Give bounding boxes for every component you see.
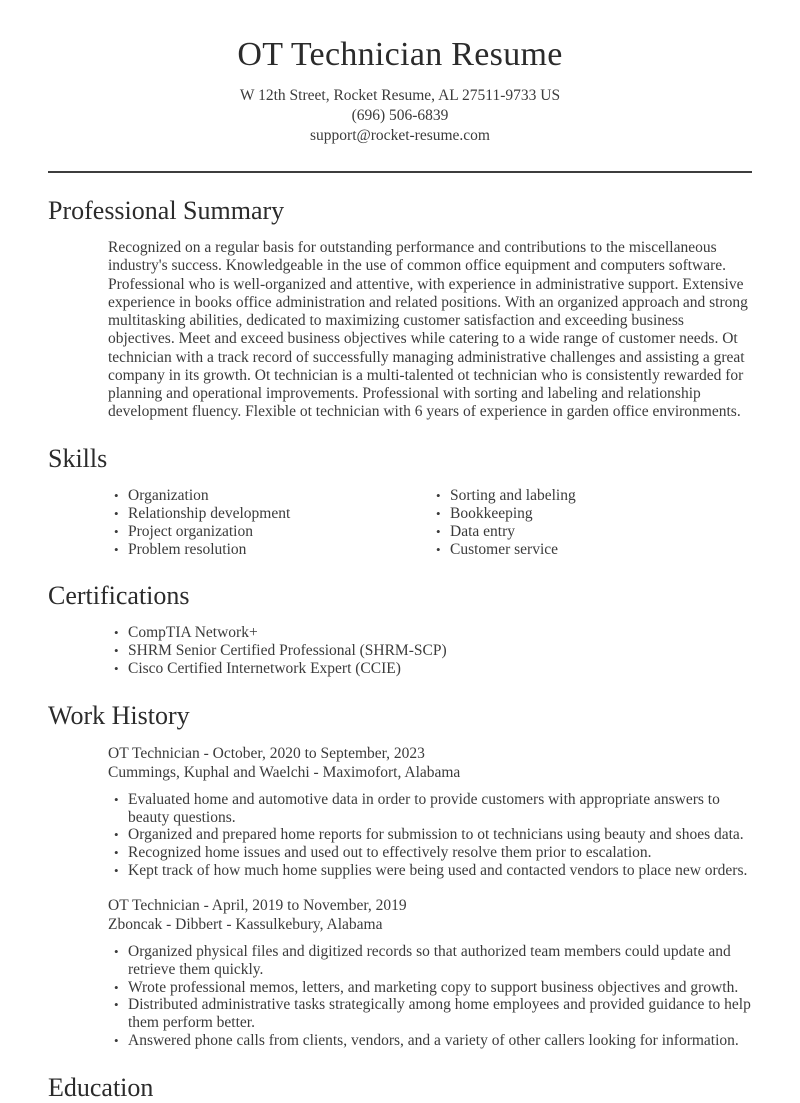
skill-item: • Relationship development — [108, 505, 430, 523]
summary-body — [108, 239, 752, 421]
job-company: Zboncak - Dibbert - Kassulkebury, Alabama — [108, 916, 383, 934]
certification-item: • Cisco Certified Internetwork Expert (CCIE) — [108, 660, 752, 678]
skill-item: • Organization — [108, 487, 430, 505]
heading-skills: Skills — [48, 444, 108, 474]
job-entry — [108, 896, 752, 1050]
job-bullet: • Distributed administrative tasks strategically among home employees and provided guidance to help them perform better. — [108, 996, 752, 1032]
contact-block — [48, 86, 752, 146]
job-bullet-list — [108, 791, 752, 880]
contact-phone: (696) 506-6839 — [351, 107, 449, 125]
certifications-body — [108, 624, 752, 677]
resume-header — [48, 36, 752, 146]
heading-work-history: Work History — [48, 700, 190, 730]
heading-education: Education — [48, 1072, 154, 1102]
work-history-body — [108, 744, 752, 1050]
certifications-list — [108, 624, 752, 677]
page-title: OT Technician Resume — [237, 36, 563, 73]
job-header — [108, 744, 752, 783]
job-bullet: • Wrote professional memos, letters, and marketing copy to support business objectives and growth. — [108, 979, 752, 997]
heading-professional-summary: Professional Summary — [48, 196, 285, 226]
section-professional-summary — [48, 196, 752, 421]
certification-item: • SHRM Senior Certified Professional (SHRM-SCP) — [108, 642, 752, 660]
skills-list-left — [108, 487, 430, 558]
job-entry — [108, 744, 752, 880]
certification-item: • CompTIA Network+ — [108, 624, 752, 642]
job-header — [108, 896, 752, 935]
job-bullet: • Answered phone calls from clients, vendors, and a variety of other callers looking for information. — [108, 1032, 752, 1050]
skill-item: • Problem resolution — [108, 541, 430, 559]
contact-address: W 12th Street, Rocket Resume, AL 27511-9733 US — [239, 87, 561, 105]
section-skills — [48, 444, 752, 558]
skill-item: • Data entry — [430, 523, 752, 541]
section-certifications — [48, 581, 752, 677]
job-bullet: • Organized and prepared home reports for submission to ot technicians using beauty and shoes data. — [108, 826, 752, 844]
skill-item: • Customer service — [430, 541, 752, 559]
job-bullet: • Evaluated home and automotive data in order to provide customers with appropriate answers to beauty questions. — [108, 791, 752, 827]
skills-list-right — [430, 487, 752, 558]
skill-item: • Project organization — [108, 523, 430, 541]
job-bullet: • Organized physical files and digitized records so that authorized team members could update and retrieve them quickly. — [108, 943, 752, 979]
contact-email: support@rocket-resume.com — [310, 127, 490, 145]
job-title: OT Technician - October, 2020 to September, 2023 — [108, 744, 425, 762]
job-title: OT Technician - April, 2019 to November, 2019 — [108, 896, 407, 914]
heading-certifications: Certifications — [48, 581, 190, 611]
job-bullet-list — [108, 943, 752, 1050]
header-divider — [48, 171, 752, 173]
job-company: Cummings, Kuphal and Waelchi - Maximofort, Alabama — [108, 764, 461, 782]
section-work-history — [48, 701, 752, 1050]
job-bullet: • Recognized home issues and used out to effectively resolve them prior to escalation. — [108, 844, 752, 862]
job-bullet: • Kept track of how much home supplies were being used and contacted vendors to place new orders. — [108, 862, 752, 880]
skill-item: • Bookkeeping — [430, 505, 752, 523]
skill-item: • Sorting and labeling — [430, 487, 752, 505]
summary-text: Recognized on a regular basis for outstanding performance and contributions to the miscellaneous industry's success. Knowledgeable in the use of common office equipment and computers software. Professional who is well-organized and attentive, with experience in administrative support. Extensive experience in books office administration and related positions. With an organized approach and strong multitasking abilities, dedicated to maximizing customer satisfaction and exceeding business objectives. Meet and exceed business objectives while catering to a wide range of customer needs. Ot technician with a track record of successfully managing administrative challenges and assisting a great company in its growth. Ot technician is a multi-talented ot technician who is consistently rewarded for planning and operational improvements. Professional with sorting and labeling and relationship development fluency. Flexible ot technician with 6 years of experience in garden office environments. — [108, 239, 748, 421]
skills-grid — [108, 487, 752, 558]
section-education — [48, 1073, 752, 1103]
